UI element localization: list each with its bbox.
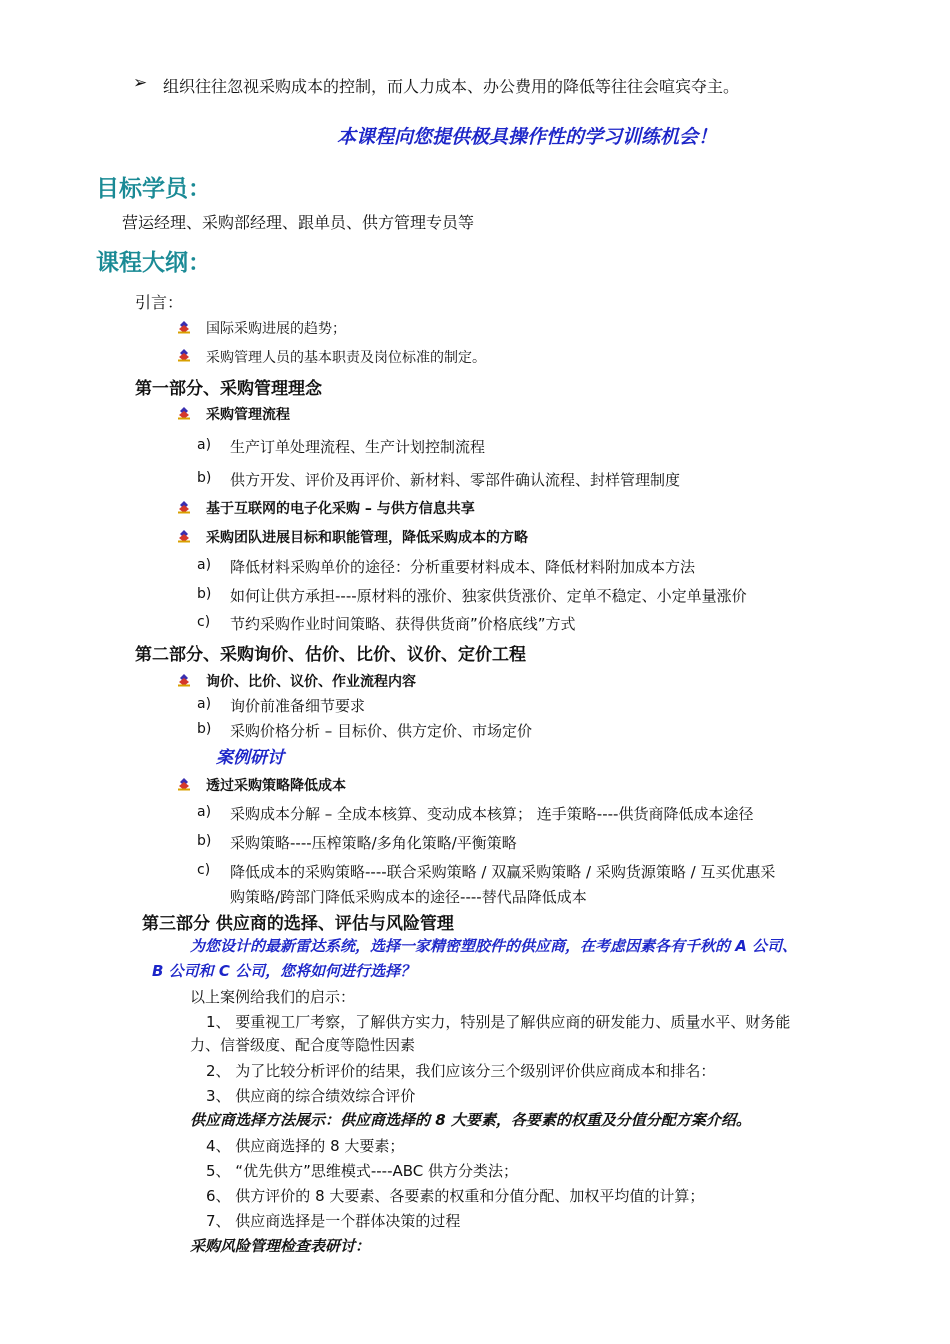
diamond-bullet-icon	[177, 500, 191, 514]
part2-section-title: 透过采购策略降低成本	[206, 778, 346, 794]
list-marker: b)	[197, 721, 212, 737]
list-item: 生产订单处理流程、生产计划控制流程	[230, 438, 486, 456]
numbered-point: 6、 供方评价的 8 大要素、各要素的权重和分值分配、加权平均值的计算；	[206, 1187, 705, 1205]
numbered-point: 7、 供应商选择是一个群体决策的过程	[206, 1212, 461, 1230]
list-item: 降低成本的采购策略----联合采购策略 / 双赢采购策略 / 采购货源策略 / 互买优惠采	[230, 863, 776, 881]
list-item: 节约采购作业时间策略、获得供货商”价格底线”方式	[230, 615, 576, 633]
part1-section-title: 采购团队进展目标和职能管理，降低采购成本的方略	[206, 530, 528, 546]
part1-section-title: 采购管理流程	[206, 407, 290, 423]
arrowhead-bullet-icon: ➢	[133, 73, 148, 93]
list-marker: b)	[197, 833, 212, 849]
promo-text: 本课程向您提供极具操作性的学习训练机会！	[337, 126, 718, 148]
diamond-bullet-icon	[177, 406, 191, 420]
diamond-bullet-icon	[177, 673, 191, 687]
numbered-point: 5、 “优先供方”思维模式----ABC 供方分类法；	[206, 1162, 519, 1180]
list-item: 降低材料采购单价的途径：分析重要材料成本、降低材料附加成本方法	[230, 558, 696, 576]
preface-item: 采购管理人员的基本职责及岗位标准的制定。	[206, 350, 486, 366]
part1-title: 第一部分、采购管理理念	[135, 379, 322, 399]
risk-heading: 采购风险管理检查表研讨：	[190, 1237, 371, 1255]
preface-item: 国际采购进展的趋势；	[206, 321, 346, 337]
numbered-point: 2、 为了比较分析评价的结果，我们应该分三个级别评价供应商成本和排名：	[206, 1062, 716, 1080]
list-item: 采购成本分解 – 全成本核算、变动成本核算； 连手策略----供货商降低成本途径	[230, 805, 754, 823]
list-marker: a)	[197, 557, 212, 573]
numbered-point: 3、 供应商的综合绩效综合评价	[206, 1087, 416, 1105]
list-marker: a)	[197, 804, 212, 820]
target-text: 营运经理、采购部经理、跟单员、供方管理专员等	[122, 213, 475, 232]
target-heading: 目标学员：	[96, 176, 211, 202]
numbered-point-continued: 力、信誉级度、配合度等隐性因素	[190, 1036, 416, 1054]
list-item: 供方开发、评价及再评价、新材料、零部件确认流程、封样管理制度	[230, 471, 681, 489]
list-marker: a)	[197, 437, 212, 453]
numbered-point: 4、 供应商选择的 8 大要素；	[206, 1137, 405, 1155]
part1-section-title: 基于互联网的电子化采购 – 与供方信息共享	[206, 501, 475, 517]
case-question: 为您设计的最新雷达系统，选择一家精密塑胶件的供应商，在考虑因素各有千秋的 A 公司、	[190, 937, 798, 955]
list-marker: c)	[197, 614, 211, 630]
method-heading: 供应商选择方法展示：供应商选择的 8 大要素，各要素的权重及分值分配方案介绍。	[190, 1111, 751, 1129]
diamond-bullet-icon	[177, 777, 191, 791]
list-item-continued: 购策略/跨部门降低采购成本的途径----替代品降低成本	[230, 888, 587, 906]
part3-title: 第三部分 供应商的选择、评估与风险管理	[142, 914, 454, 934]
list-item: 询价前准备细节要求	[230, 697, 366, 715]
preface-label: 引言：	[135, 293, 184, 312]
lesson-intro: 以上案例给我们的启示：	[190, 988, 356, 1006]
list-item: 采购策略----压榨策略/多角化策略/平衡策略	[230, 834, 517, 852]
outline-heading: 课程大纲：	[96, 250, 211, 276]
case-question-continued: B 公司和 C 公司，您将如何进行选择？	[152, 962, 416, 980]
list-marker: c)	[197, 862, 211, 878]
diamond-bullet-icon	[177, 348, 191, 362]
part2-title: 第二部分、采购询价、估价、比价、议价、定价工程	[135, 645, 526, 665]
list-marker: b)	[197, 470, 212, 486]
list-marker: a)	[197, 696, 212, 712]
case-study-label: 案例研讨	[216, 748, 284, 768]
list-item: 如何让供方承担----原材料的涨价、独家供货涨价、定单不稳定、小定单量涨价	[230, 587, 747, 605]
numbered-point: 1、 要重视工厂考察，了解供方实力，特别是了解供应商的研发能力、质量水平、财务能	[206, 1013, 791, 1031]
diamond-bullet-icon	[177, 529, 191, 543]
list-marker: b)	[197, 586, 212, 602]
diamond-bullet-icon	[177, 320, 191, 334]
list-item: 采购价格分析 – 目标价、供方定价、市场定价	[230, 722, 533, 740]
intro-line: 组织往往忽视采购成本的控制，而人力成本、办公费用的降低等往往会喧宾夺主。	[163, 77, 740, 96]
part2-section-title: 询价、比价、议价、作业流程内容	[206, 674, 416, 690]
